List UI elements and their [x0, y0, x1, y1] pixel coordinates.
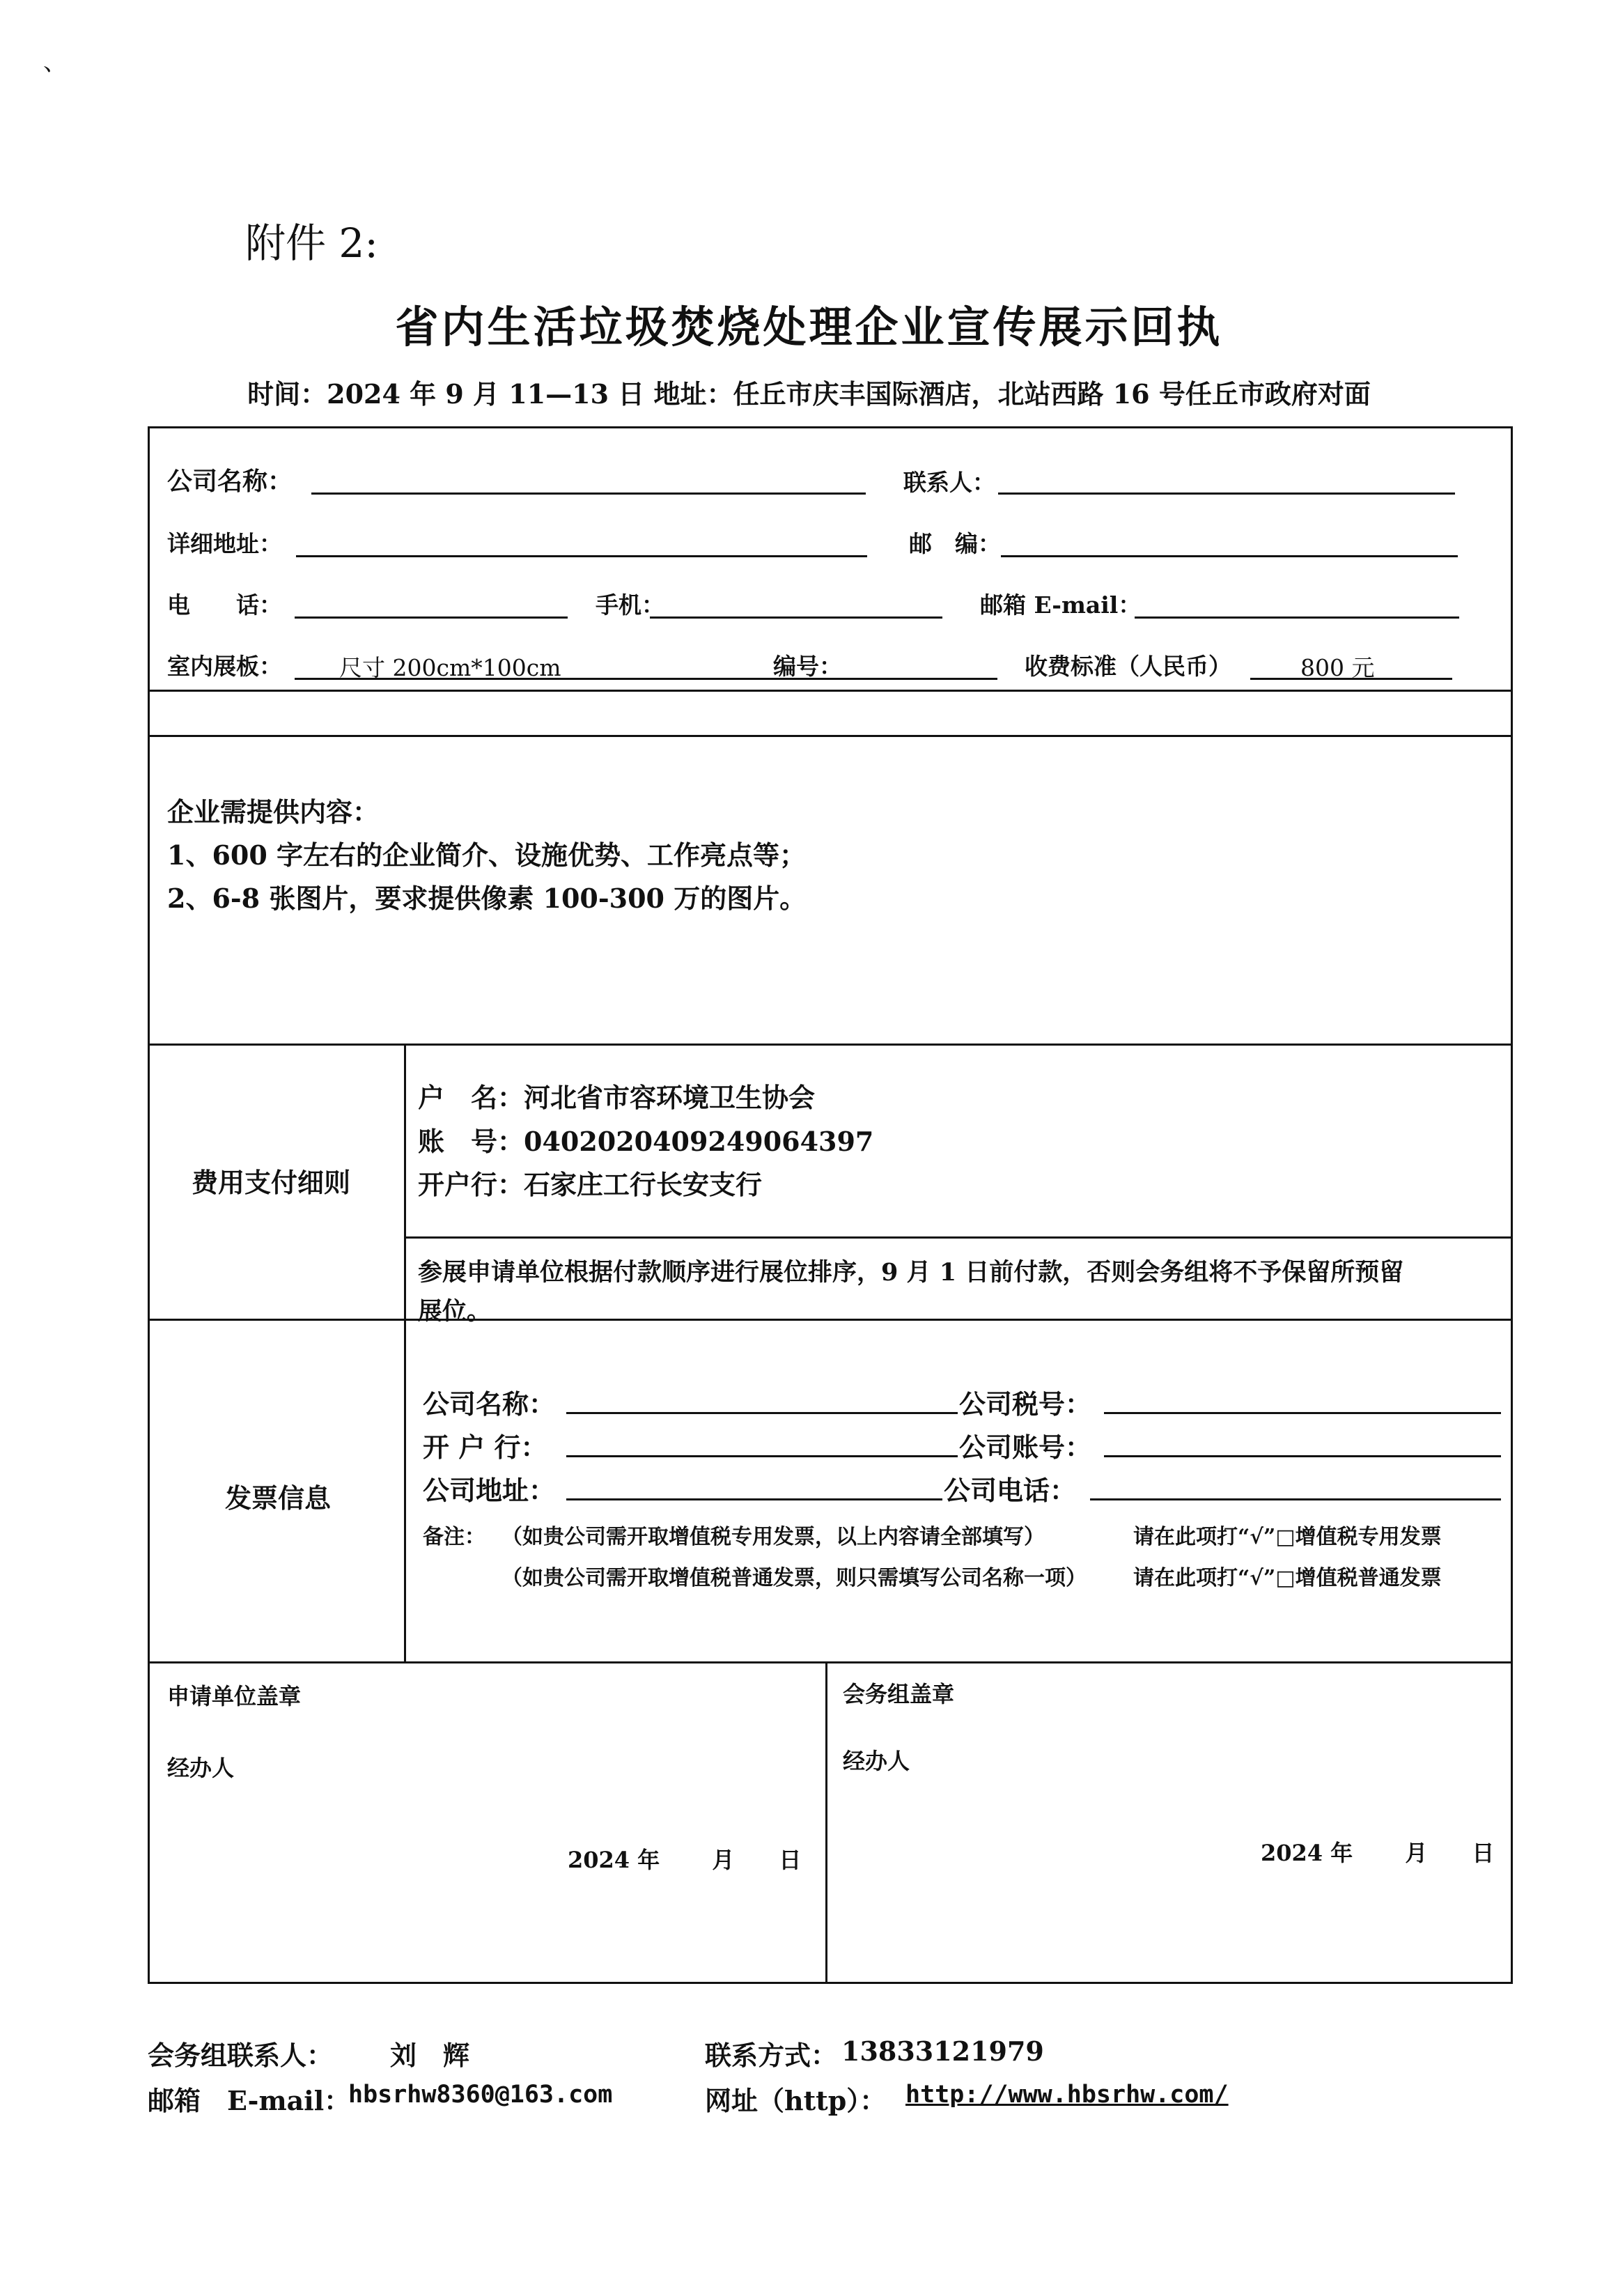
- footer-website-label: 网址（http）：: [705, 2085, 887, 2116]
- column-divider: [404, 1044, 406, 1661]
- footer-phone-label: 联系方式：: [705, 2040, 838, 2071]
- payment-notice-cont: 展位。: [418, 1297, 492, 1326]
- invoice-note-special: （如贵公司需开取增值税专用发票，以上内容请全部填写）: [501, 1525, 1045, 1549]
- number-label: 编号：: [773, 653, 842, 680]
- attachment-label: 附件 2:: [245, 219, 378, 267]
- fee-label: 收费标准（人民币）: [1025, 653, 1231, 680]
- account-name: 户 名：河北省市容环境卫生协会: [418, 1082, 816, 1113]
- general-invoice-checkbox[interactable]: 请在此项打“√”□增值税普通发票: [1133, 1566, 1442, 1590]
- committee-handler-label: 经办人: [843, 1748, 910, 1774]
- invoice-address-field[interactable]: [566, 1498, 942, 1500]
- requirement-item: 1、600 字左右的企业简介、设施优势、工作亮点等；: [167, 839, 806, 871]
- invoice-section-label: 发票信息: [225, 1482, 332, 1514]
- fee-field[interactable]: [1250, 678, 1452, 680]
- invoice-note-general: （如贵公司需开取增值税普通发票，则只需填写公司名称一项）: [501, 1566, 1087, 1590]
- address-label: 详细地址：: [167, 530, 282, 557]
- footer-email-value[interactable]: hbsrhw8360@163.com: [348, 2081, 613, 2109]
- panel-size: 尺寸 200cm*100cm: [339, 654, 561, 681]
- phone-label: 电 话：: [167, 591, 282, 619]
- email-field[interactable]: [1135, 616, 1459, 619]
- document-title: 省内生活垃圾焚烧处理企业宣传展示回执: [395, 302, 1223, 352]
- bank-name: 开户行：石家庄工行长安支行: [418, 1169, 763, 1200]
- row-divider: [150, 1661, 1511, 1663]
- invoice-address-label: 公司地址：: [423, 1475, 556, 1506]
- receipt-form: [148, 426, 1513, 1984]
- panel-label: 室内展板：: [167, 653, 282, 680]
- requirement-item: 2、6-8 张图片，要求提供像素 100-300 万的图片。: [167, 883, 807, 914]
- account-number: 账 号：0402020409249064397: [418, 1126, 874, 1157]
- mobile-label: 手机：: [596, 591, 664, 619]
- invoice-company-name-field[interactable]: [566, 1412, 958, 1414]
- row-divider: [150, 1319, 1511, 1321]
- tax-id-label: 公司税号：: [959, 1388, 1092, 1420]
- invoice-company-name-label: 公司名称：: [423, 1388, 556, 1420]
- mobile-field[interactable]: [650, 616, 942, 619]
- address-field[interactable]: [296, 555, 867, 557]
- row-divider: [404, 1236, 1511, 1239]
- row-divider: [150, 735, 1511, 737]
- committee-date: 2024 年 月 日: [1261, 1840, 1495, 1866]
- committee-seal-label: 会务组盖章: [843, 1681, 955, 1707]
- row-divider: [150, 1044, 1511, 1046]
- invoice-account-label: 公司账号：: [959, 1432, 1092, 1463]
- special-invoice-checkbox[interactable]: 请在此项打“√”□增值税专用发票: [1133, 1525, 1442, 1549]
- invoice-bank-field[interactable]: [566, 1455, 958, 1457]
- company-name-label: 公司名称：: [167, 467, 293, 496]
- tax-id-field[interactable]: [1104, 1412, 1501, 1414]
- invoice-phone-label: 公司电话：: [944, 1475, 1077, 1506]
- number-field[interactable]: [850, 678, 997, 680]
- corner-mark: 、: [43, 49, 67, 77]
- invoice-account-field[interactable]: [1104, 1455, 1501, 1457]
- invoice-bank-label: 开 户 行：: [423, 1432, 547, 1463]
- footer-phone-value: 13833121979: [841, 2035, 1044, 2067]
- footer-contact-name: 刘 辉: [390, 2040, 470, 2071]
- requirements-heading: 企业需提供内容：: [167, 796, 380, 828]
- payment-notice: 参展申请单位根据付款顺序进行展位排序，9 月 1 日前付款，否则会务组将不予保留所预留: [418, 1258, 1404, 1287]
- footer-email-label: 邮箱 E-mail：: [148, 2085, 351, 2116]
- row-divider: [150, 690, 1511, 692]
- postcode-label: 邮 编：: [909, 530, 1001, 557]
- fee-value: 800 元: [1300, 654, 1375, 681]
- invoice-phone-field[interactable]: [1090, 1498, 1501, 1500]
- applicant-date: 2024 年 月 日: [568, 1847, 802, 1873]
- phone-field[interactable]: [295, 616, 568, 619]
- footer-website-link[interactable]: http://www.hbsrhw.com/: [905, 2081, 1229, 2109]
- contact-label: 联系人：: [903, 469, 995, 496]
- applicant-handler-label: 经办人: [167, 1755, 235, 1781]
- footer-contact-label: 会务组联系人：: [148, 2040, 334, 2071]
- email-label: 邮箱 E-mail：: [980, 591, 1142, 619]
- payment-section-label: 费用支付细则: [192, 1167, 351, 1198]
- contact-field[interactable]: [998, 492, 1455, 495]
- column-divider: [825, 1661, 827, 1982]
- invoice-note-label: 备注：: [423, 1525, 485, 1549]
- postcode-field[interactable]: [1001, 555, 1458, 557]
- applicant-seal-label: 申请单位盖章: [167, 1683, 302, 1709]
- event-time-address: 时间：2024 年 9 月 11—13 日 地址：任丘市庆丰国际酒店，北站西路 16 号任丘市政府对面: [247, 378, 1371, 410]
- company-name-field[interactable]: [311, 492, 866, 495]
